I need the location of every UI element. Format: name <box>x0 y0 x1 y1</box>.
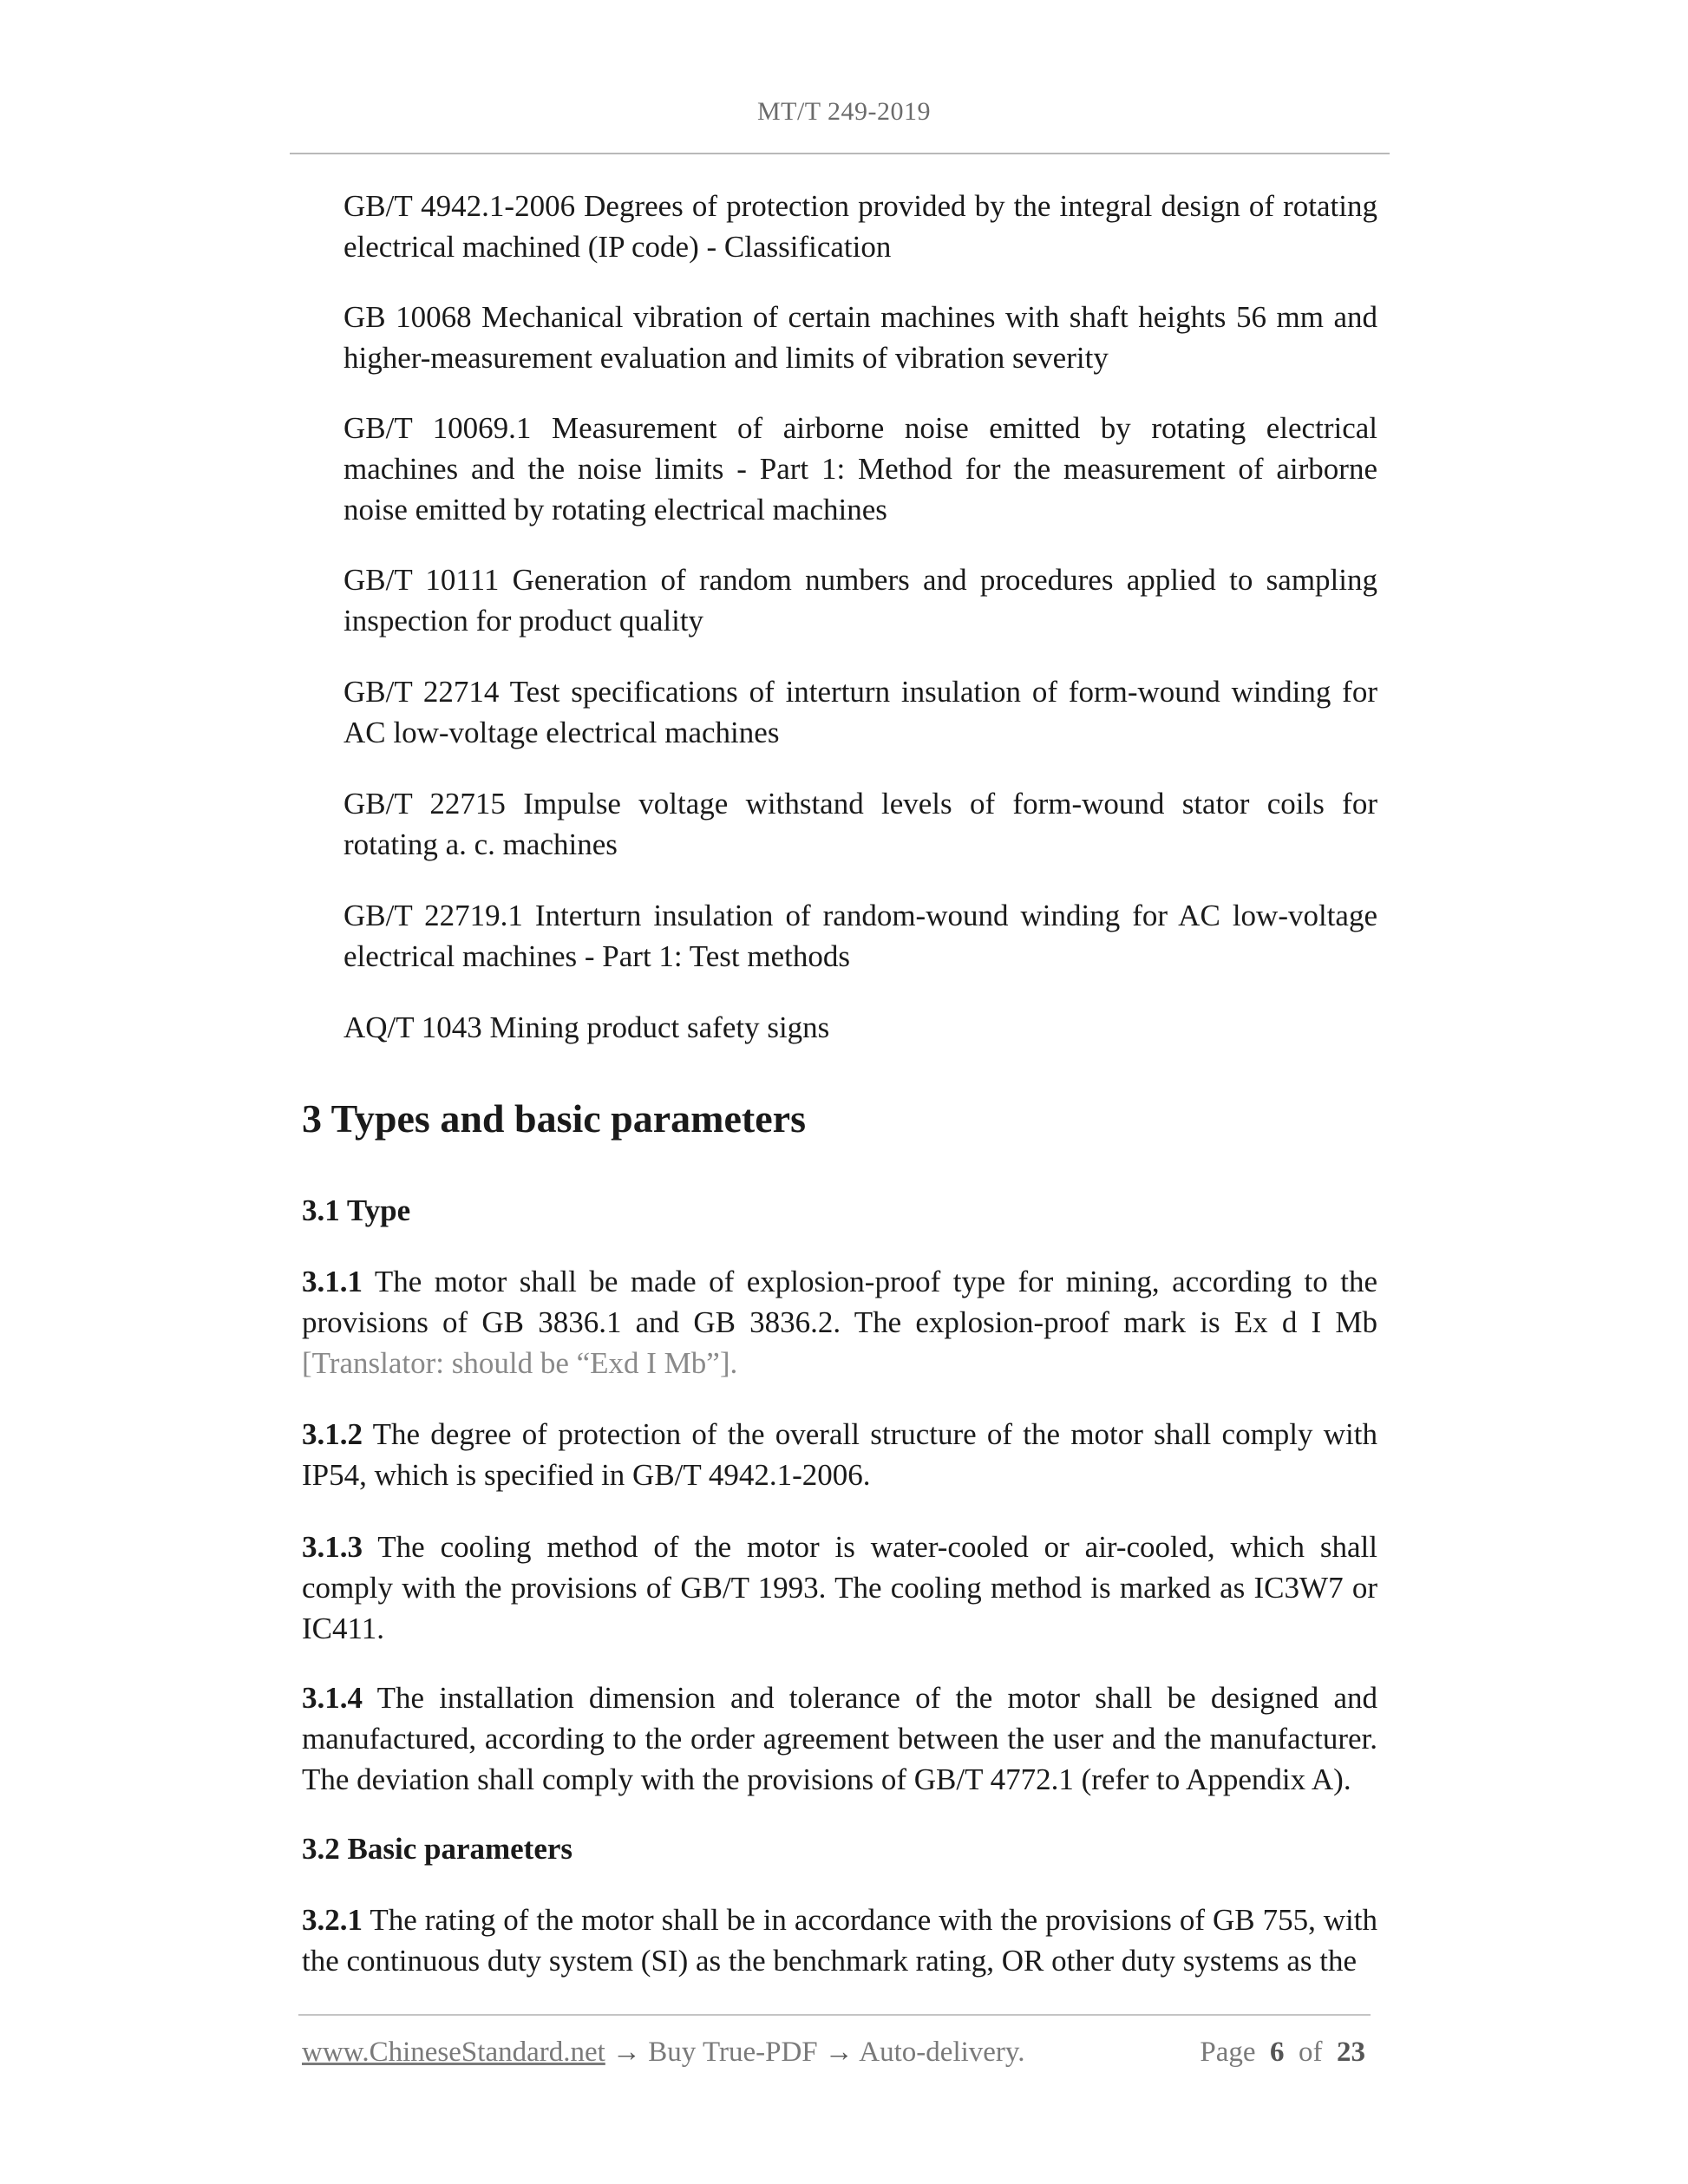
reference-item: GB/T 10069.1 Measurement of airborne noise emitted by rotating electrical machines and the noise limits - Part 1: Method for the measurement of airborne noise emitted by rotating electrical machines <box>343 411 1377 526</box>
website-link[interactable]: www.ChineseStandard.net <box>302 2037 605 2068</box>
clause-number: 3.1.2 <box>302 1417 363 1451</box>
clause-number: 3.1.4 <box>302 1681 363 1715</box>
clause-3-1-1 <box>302 1261 1377 1383</box>
section-heading: 3 Types and basic parameters <box>302 1096 806 1141</box>
subsection-heading-basic-parameters: 3.2 Basic parameters <box>302 1832 573 1866</box>
clause-number: 3.1.1 <box>302 1265 363 1298</box>
header-divider <box>290 153 1390 154</box>
reference-item: GB/T 22715 Impulse voltage withstand levels of form-wound stator coils for rotating a. c. machines <box>343 787 1377 861</box>
page-indicator <box>1200 2033 1365 2071</box>
clause-text: The motor shall be made of explosion-proof type for mining, according to the provisions of GB 3836.1 and GB 3836.2. The explosion-proof mark is Ex d I Mb <box>302 1265 1377 1339</box>
reference-item: GB 10068 Mechanical vibration of certain machines with shaft heights 56 mm and higher-measurement evaluation and limits of vibration severity <box>343 300 1377 375</box>
page-footer <box>302 2033 1374 2071</box>
of-label: of <box>1299 2037 1323 2068</box>
clause-text: The degree of protection of the overall structure of the motor shall comply with IP54, which is specified in GB/T 4942.1-2006. <box>302 1417 1377 1492</box>
clause-3-2-1 <box>302 1900 1377 1981</box>
footer-buy-text: Buy True-PDF <box>641 2037 825 2068</box>
page-label: Page <box>1200 2037 1256 2068</box>
subsection-heading-type: 3.1 Type <box>302 1193 411 1227</box>
footer-divider <box>298 2014 1371 2016</box>
clause-3-1-3 <box>302 1527 1377 1649</box>
arrow-right-icon: → <box>824 2037 854 2068</box>
clause-number: 3.2.1 <box>302 1903 363 1937</box>
reference-item: AQ/T 1043 Mining product safety signs <box>343 1010 830 1044</box>
current-page-number: 6 <box>1270 2037 1285 2068</box>
translator-note: [Translator: should be “Exd I Mb”]. <box>302 1346 738 1380</box>
clause-text: The rating of the motor shall be in accordance with the provisions of GB 755, with the continuous duty system (SI) as the benchmark rating, OR other duty systems as the <box>302 1903 1377 1978</box>
reference-item: GB/T 4942.1-2006 Degrees of protection provided by the integral design of rotating electrical machined (IP code) - Classification <box>343 189 1377 264</box>
clause-3-1-2 <box>302 1414 1377 1495</box>
total-pages-number: 23 <box>1337 2037 1365 2068</box>
arrow-right-icon: → <box>612 2037 642 2068</box>
clause-number: 3.1.3 <box>302 1530 363 1564</box>
reference-item: GB/T 22714 Test specifications of interturn insulation of form-wound winding for AC low-voltage electrical machines <box>343 675 1377 749</box>
document-header-title: MT/T 249-2019 <box>756 97 932 126</box>
clause-3-1-4 <box>302 1677 1377 1800</box>
clause-text: The installation dimension and tolerance of the motor shall be designed and manufactured, according to the order agreement between the user and the manufacturer. The deviation shall comply with the provisions of GB/T 4772.1 (refer to Appendix A). <box>302 1681 1377 1796</box>
clause-text: The cooling method of the motor is water-cooled or air-cooled, which shall comply with the provisions of GB/T 1993. The cooling method is marked as IC3W7 or IC411. <box>302 1530 1377 1645</box>
reference-item: GB/T 10111 Generation of random numbers and procedures applied to sampling inspection for product quality <box>343 563 1377 638</box>
footer-delivery-text: Auto-delivery. <box>853 2037 1025 2068</box>
reference-item: GB/T 22719.1 Interturn insulation of random-wound winding for AC low-voltage electrical machines - Part 1: Test methods <box>343 899 1377 973</box>
